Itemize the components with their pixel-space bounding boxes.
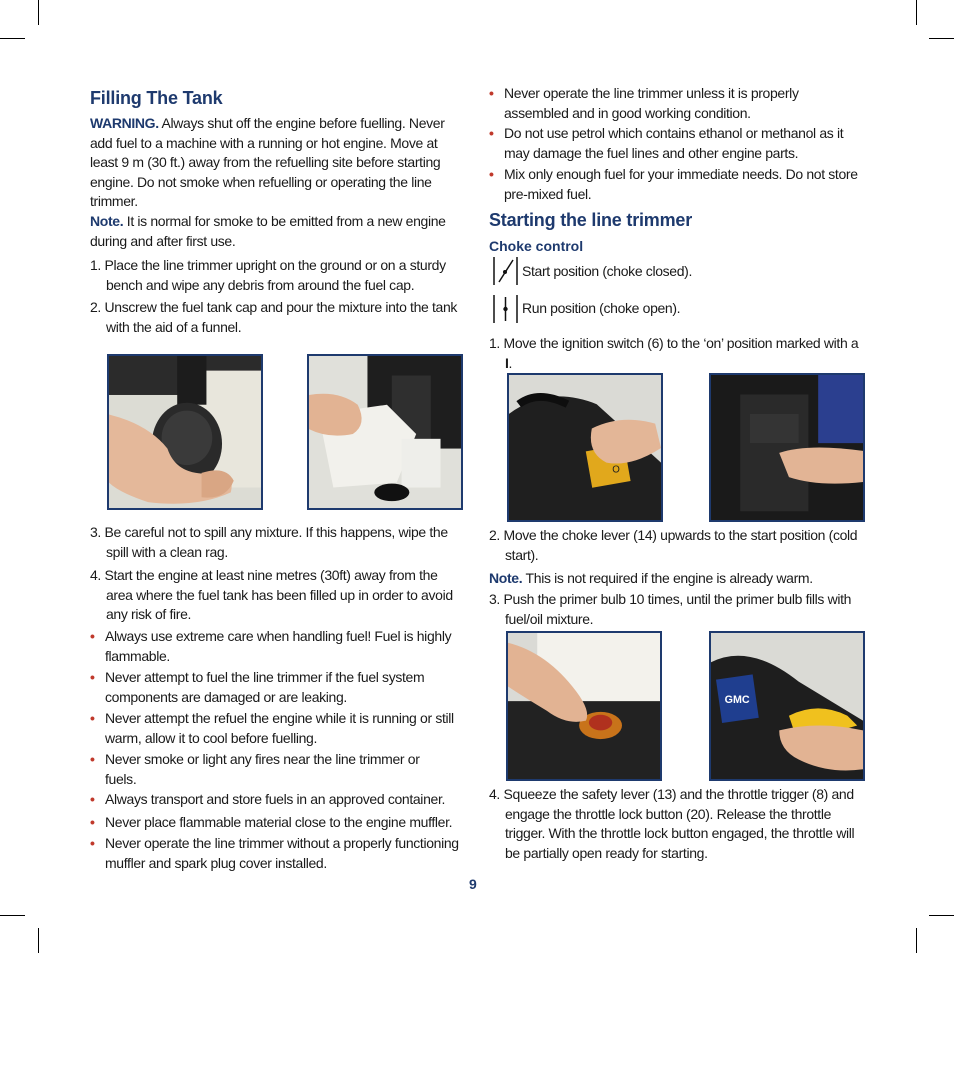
fuel-cap-photo <box>107 354 263 510</box>
choke-closed-icon <box>493 256 519 286</box>
bullet-item: • Never attempt to fuel the line trimmer if the fuel system components are damaged or are leaking. <box>90 669 425 705</box>
crop-mark <box>38 928 39 953</box>
step-1: 1. Place the line trimmer upright on the ground or on a sturdy bench and wipe any debris from around the fuel cap. <box>90 257 446 293</box>
crop-mark <box>916 928 917 953</box>
bullet-item: • Always use extreme care when handling fuel! Fuel is highly flammable. <box>90 628 452 664</box>
choke-open-icon <box>493 294 519 324</box>
step-2: 2. Unscrew the fuel tank cap and pour the mixture into the tank with the aid of a funnel. <box>90 299 458 335</box>
note-paragraph <box>90 212 466 251</box>
bullet-item: • Do not use petrol which contains ethanol or methanol as it may damage the fuel lines and other engine parts. <box>489 125 844 161</box>
page-number: 9 <box>469 876 477 892</box>
crop-mark <box>929 38 954 39</box>
bullet-item: • Always transport and store fuels in an approved container. <box>90 791 446 807</box>
note-label: Note. <box>90 213 124 229</box>
svg-text:GMC: GMC <box>724 694 750 707</box>
bullet-item: • Never operate the line trimmer unless it is properly assembled and in good working condition. <box>489 85 799 121</box>
svg-text:O: O <box>612 464 620 476</box>
warning-paragraph <box>90 114 466 212</box>
choke-run-text: Run position (choke open). <box>522 300 681 316</box>
step-3: 3. Be careful not to spill any mixture. If this happens, wipe the spill with a clean rag. <box>90 524 448 560</box>
section-title: Starting the line trimmer <box>489 210 693 230</box>
warning-text: Always shut off the engine before fuelling. Never add fuel to a machine with a running or hot engine. Move at least 9 m (30 ft.) away from the refuelling site before starting engine. Do not smoke when refuelling or operating the line trimmer. <box>90 115 445 209</box>
bullet-item: • Never attempt the refuel the engine while it is running or still warm, allow it to cool before fuelling. <box>90 710 454 746</box>
crop-mark <box>0 915 25 916</box>
choke-start-text: Start position (choke closed). <box>522 263 693 279</box>
crop-mark <box>0 38 25 39</box>
step-2: 2. Move the choke lever (14) upwards to the start position (cold start). <box>489 527 858 563</box>
throttle-photo <box>709 631 865 781</box>
note-paragraph: Note. This is not required if the engine is already warm. <box>489 570 813 586</box>
crop-mark <box>916 0 917 25</box>
crop-mark <box>38 0 39 25</box>
section-subtitle: Choke control <box>489 238 584 254</box>
step-1: 1. Move the ignition switch (6) to the ‘on’ position marked with a I. <box>489 335 859 371</box>
bullet-item: • Mix only enough fuel for your immediate needs. Do not store pre-mixed fuel. <box>489 166 858 202</box>
step-4: 4. Squeeze the safety lever (13) and the throttle trigger (8) and engage the throttle lock button (20). Release the throttle trigger. With the throttle lock button engaged, the throttle will be partially open ready for starting. <box>489 786 855 861</box>
pouring-fuel-photo <box>307 354 463 510</box>
bullet-item: • Never operate the line trimmer without a properly functioning muffler and spark plug cover installed. <box>90 835 459 871</box>
step-4: 4. Start the engine at least nine metres (30ft) away from the area where the fuel tank has been filled up in order to avoid any risk of fire. <box>90 567 453 622</box>
crop-mark <box>929 915 954 916</box>
choke-lever-photo <box>709 373 865 522</box>
note-text: It is normal for smoke to be emitted from a new engine during and after first use. <box>90 213 446 249</box>
step-3: 3. Push the primer bulb 10 times, until the primer bulb fills with fuel/oil mixture. <box>489 591 852 627</box>
section-title: Filling The Tank <box>90 88 223 108</box>
bullet-item: • Never smoke or light any fires near the line trimmer or fuels. <box>90 751 420 787</box>
primer-bulb-photo <box>506 631 662 781</box>
ignition-switch-photo <box>507 373 663 522</box>
warning-label: WARNING. <box>90 115 159 131</box>
bullet-item: • Never place flammable material close to the engine muffler. <box>90 814 453 830</box>
